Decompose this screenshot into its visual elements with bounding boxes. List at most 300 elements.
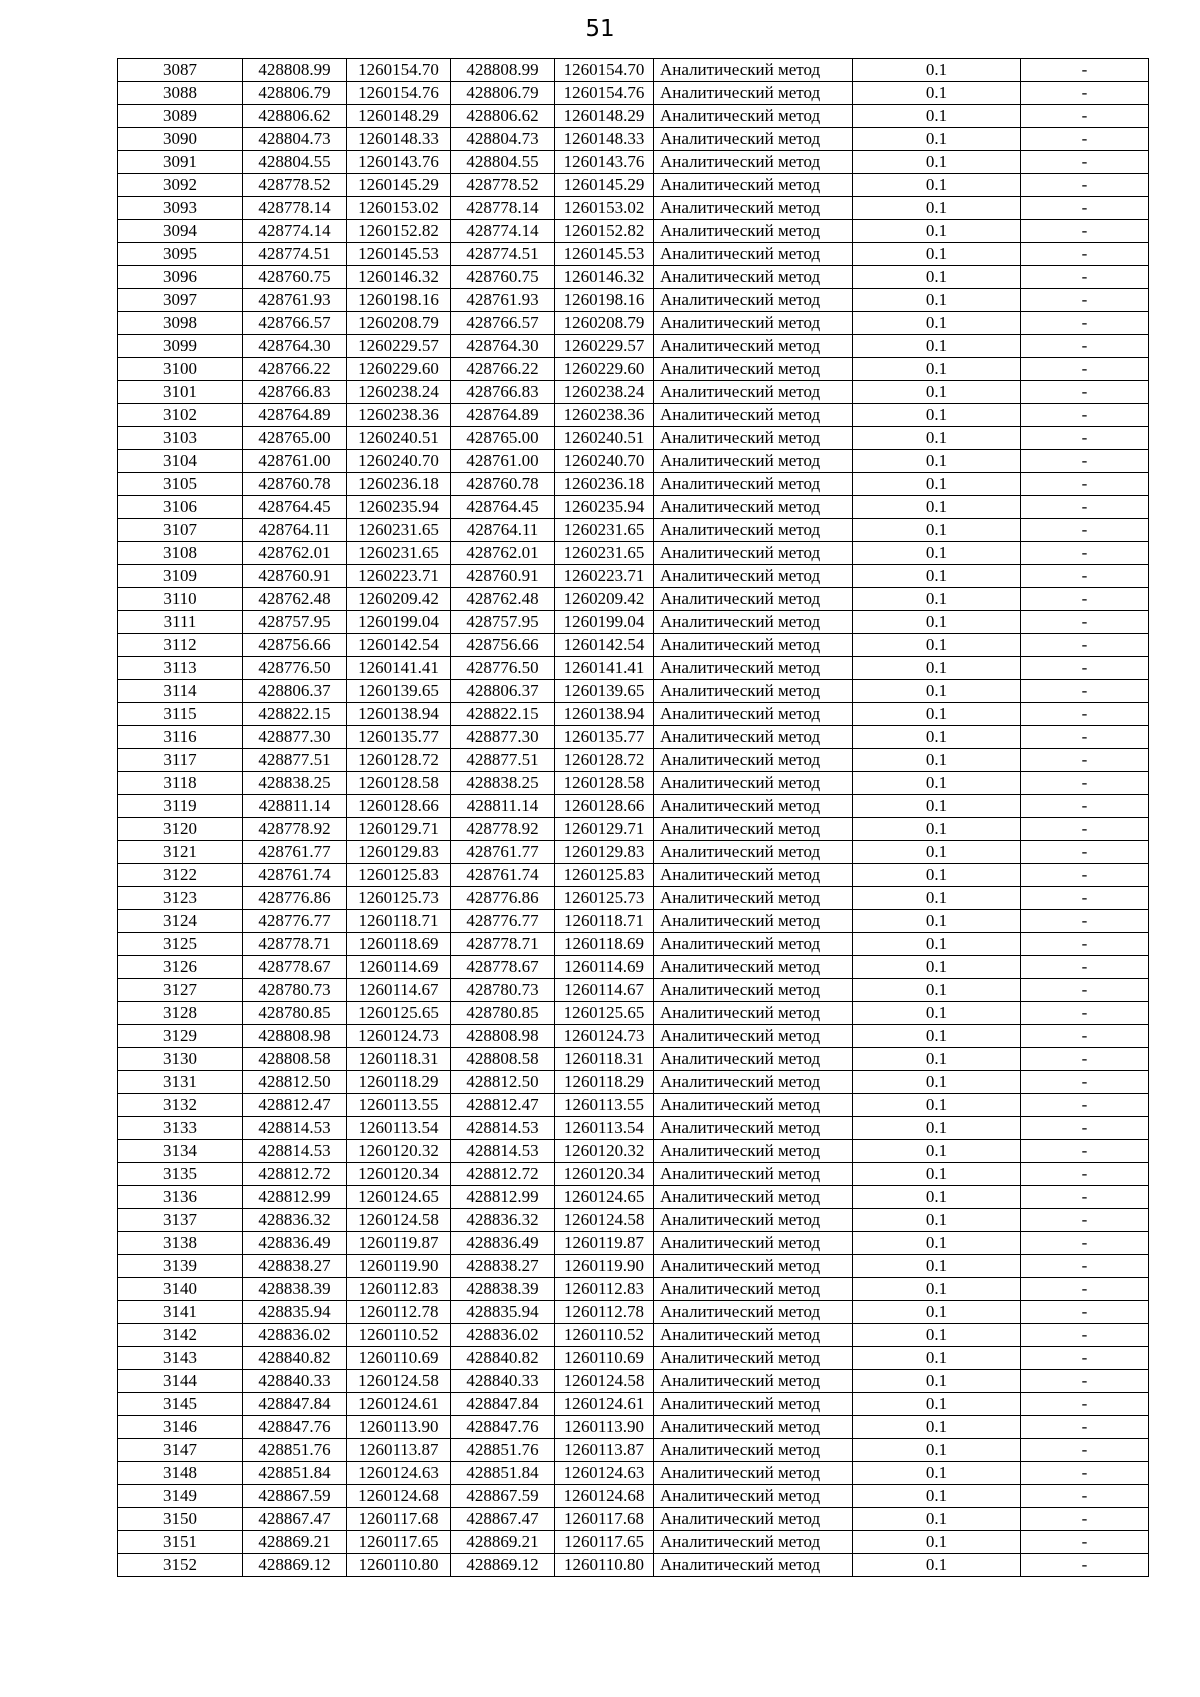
x-coordinate-repeat-cell: 428776.77 <box>451 910 555 933</box>
y-coordinate-cell: 1260139.65 <box>347 680 451 703</box>
table-row <box>118 312 1149 335</box>
method-cell: Аналитический метод <box>654 749 853 772</box>
x-coordinate-repeat-cell: 428764.30 <box>451 335 555 358</box>
accuracy-cell: 0.1 <box>853 611 1021 634</box>
method-cell: Аналитический метод <box>654 496 853 519</box>
x-coordinate-cell: 428814.53 <box>243 1117 347 1140</box>
dash-cell: - <box>1021 933 1149 956</box>
point-number-cell: 3123 <box>118 887 243 910</box>
point-number-cell: 3131 <box>118 1071 243 1094</box>
accuracy-cell: 0.1 <box>853 749 1021 772</box>
method-cell: Аналитический метод <box>654 59 853 82</box>
y-coordinate-cell: 1260223.71 <box>347 565 451 588</box>
table-row <box>118 1439 1149 1462</box>
table-row <box>118 565 1149 588</box>
method-cell: Аналитический метод <box>654 1140 853 1163</box>
y-coordinate-repeat-cell: 1260119.90 <box>555 1255 654 1278</box>
accuracy-cell: 0.1 <box>853 450 1021 473</box>
accuracy-cell: 0.1 <box>853 289 1021 312</box>
x-coordinate-repeat-cell: 428761.74 <box>451 864 555 887</box>
table-row <box>118 1370 1149 1393</box>
y-coordinate-repeat-cell: 1260110.80 <box>555 1554 654 1577</box>
accuracy-cell: 0.1 <box>853 496 1021 519</box>
point-number-cell: 3149 <box>118 1485 243 1508</box>
dash-cell: - <box>1021 496 1149 519</box>
method-cell: Аналитический метод <box>654 542 853 565</box>
point-number-cell: 3091 <box>118 151 243 174</box>
table-row <box>118 1278 1149 1301</box>
dash-cell: - <box>1021 1393 1149 1416</box>
y-coordinate-repeat-cell: 1260208.79 <box>555 312 654 335</box>
table-row <box>118 266 1149 289</box>
dash-cell: - <box>1021 128 1149 151</box>
table-row <box>118 59 1149 82</box>
x-coordinate-repeat-cell: 428761.00 <box>451 450 555 473</box>
method-cell: Аналитический метод <box>654 726 853 749</box>
accuracy-cell: 0.1 <box>853 841 1021 864</box>
accuracy-cell: 0.1 <box>853 887 1021 910</box>
dash-cell: - <box>1021 565 1149 588</box>
point-number-cell: 3130 <box>118 1048 243 1071</box>
x-coordinate-repeat-cell: 428776.50 <box>451 657 555 680</box>
table-row <box>118 358 1149 381</box>
method-cell: Аналитический метод <box>654 1209 853 1232</box>
dash-cell: - <box>1021 174 1149 197</box>
x-coordinate-cell: 428776.50 <box>243 657 347 680</box>
method-cell: Аналитический метод <box>654 1485 853 1508</box>
x-coordinate-cell: 428804.55 <box>243 151 347 174</box>
dash-cell: - <box>1021 726 1149 749</box>
method-cell: Аналитический метод <box>654 1531 853 1554</box>
point-number-cell: 3129 <box>118 1025 243 1048</box>
method-cell: Аналитический метод <box>654 1324 853 1347</box>
y-coordinate-repeat-cell: 1260125.83 <box>555 864 654 887</box>
table-row <box>118 703 1149 726</box>
x-coordinate-repeat-cell: 428780.85 <box>451 1002 555 1025</box>
table-row <box>118 1508 1149 1531</box>
method-cell: Аналитический метод <box>654 381 853 404</box>
y-coordinate-repeat-cell: 1260199.04 <box>555 611 654 634</box>
table-row <box>118 404 1149 427</box>
x-coordinate-cell: 428774.51 <box>243 243 347 266</box>
method-cell: Аналитический метод <box>654 910 853 933</box>
method-cell: Аналитический метод <box>654 795 853 818</box>
dash-cell: - <box>1021 634 1149 657</box>
method-cell: Аналитический метод <box>654 1370 853 1393</box>
x-coordinate-repeat-cell: 428851.84 <box>451 1462 555 1485</box>
y-coordinate-repeat-cell: 1260153.02 <box>555 197 654 220</box>
point-number-cell: 3141 <box>118 1301 243 1324</box>
dash-cell: - <box>1021 657 1149 680</box>
y-coordinate-cell: 1260117.68 <box>347 1508 451 1531</box>
point-number-cell: 3096 <box>118 266 243 289</box>
table-row <box>118 335 1149 358</box>
x-coordinate-cell: 428776.86 <box>243 887 347 910</box>
y-coordinate-repeat-cell: 1260238.24 <box>555 381 654 404</box>
x-coordinate-cell: 428869.12 <box>243 1554 347 1577</box>
dash-cell: - <box>1021 703 1149 726</box>
y-coordinate-repeat-cell: 1260209.42 <box>555 588 654 611</box>
y-coordinate-cell: 1260125.65 <box>347 1002 451 1025</box>
x-coordinate-repeat-cell: 428822.15 <box>451 703 555 726</box>
method-cell: Аналитический метод <box>654 105 853 128</box>
method-cell: Аналитический метод <box>654 657 853 680</box>
method-cell: Аналитический метод <box>654 289 853 312</box>
y-coordinate-repeat-cell: 1260125.65 <box>555 1002 654 1025</box>
method-cell: Аналитический метод <box>654 680 853 703</box>
dash-cell: - <box>1021 1140 1149 1163</box>
x-coordinate-cell: 428804.73 <box>243 128 347 151</box>
y-coordinate-cell: 1260113.90 <box>347 1416 451 1439</box>
x-coordinate-repeat-cell: 428840.82 <box>451 1347 555 1370</box>
accuracy-cell: 0.1 <box>853 703 1021 726</box>
x-coordinate-cell: 428840.33 <box>243 1370 347 1393</box>
dash-cell: - <box>1021 519 1149 542</box>
y-coordinate-cell: 1260138.94 <box>347 703 451 726</box>
x-coordinate-cell: 428851.84 <box>243 1462 347 1485</box>
dash-cell: - <box>1021 1439 1149 1462</box>
x-coordinate-cell: 428764.30 <box>243 335 347 358</box>
y-coordinate-repeat-cell: 1260113.55 <box>555 1094 654 1117</box>
point-number-cell: 3120 <box>118 818 243 841</box>
dash-cell: - <box>1021 1416 1149 1439</box>
point-number-cell: 3144 <box>118 1370 243 1393</box>
method-cell: Аналитический метод <box>654 864 853 887</box>
x-coordinate-cell: 428765.00 <box>243 427 347 450</box>
y-coordinate-cell: 1260238.36 <box>347 404 451 427</box>
x-coordinate-cell: 428766.22 <box>243 358 347 381</box>
x-coordinate-cell: 428812.50 <box>243 1071 347 1094</box>
method-cell: Аналитический метод <box>654 1002 853 1025</box>
y-coordinate-cell: 1260154.70 <box>347 59 451 82</box>
x-coordinate-repeat-cell: 428778.92 <box>451 818 555 841</box>
method-cell: Аналитический метод <box>654 243 853 266</box>
dash-cell: - <box>1021 1278 1149 1301</box>
method-cell: Аналитический метод <box>654 1416 853 1439</box>
y-coordinate-cell: 1260128.58 <box>347 772 451 795</box>
y-coordinate-cell: 1260146.32 <box>347 266 451 289</box>
x-coordinate-repeat-cell: 428757.95 <box>451 611 555 634</box>
dash-cell: - <box>1021 1324 1149 1347</box>
table-row <box>118 427 1149 450</box>
y-coordinate-repeat-cell: 1260117.65 <box>555 1531 654 1554</box>
table-row <box>118 1301 1149 1324</box>
y-coordinate-cell: 1260152.82 <box>347 220 451 243</box>
accuracy-cell: 0.1 <box>853 933 1021 956</box>
table-row <box>118 795 1149 818</box>
dash-cell: - <box>1021 105 1149 128</box>
point-number-cell: 3150 <box>118 1508 243 1531</box>
accuracy-cell: 0.1 <box>853 358 1021 381</box>
x-coordinate-repeat-cell: 428867.59 <box>451 1485 555 1508</box>
accuracy-cell: 0.1 <box>853 1508 1021 1531</box>
y-coordinate-repeat-cell: 1260114.67 <box>555 979 654 1002</box>
method-cell: Аналитический метод <box>654 128 853 151</box>
y-coordinate-cell: 1260112.83 <box>347 1278 451 1301</box>
point-number-cell: 3135 <box>118 1163 243 1186</box>
y-coordinate-repeat-cell: 1260129.83 <box>555 841 654 864</box>
point-number-cell: 3138 <box>118 1232 243 1255</box>
x-coordinate-cell: 428778.71 <box>243 933 347 956</box>
dash-cell: - <box>1021 243 1149 266</box>
point-number-cell: 3114 <box>118 680 243 703</box>
x-coordinate-cell: 428760.78 <box>243 473 347 496</box>
y-coordinate-cell: 1260124.58 <box>347 1209 451 1232</box>
x-coordinate-repeat-cell: 428764.45 <box>451 496 555 519</box>
point-number-cell: 3126 <box>118 956 243 979</box>
y-coordinate-cell: 1260118.69 <box>347 933 451 956</box>
x-coordinate-repeat-cell: 428808.99 <box>451 59 555 82</box>
dash-cell: - <box>1021 1347 1149 1370</box>
table-row <box>118 1324 1149 1347</box>
point-number-cell: 3147 <box>118 1439 243 1462</box>
y-coordinate-cell: 1260118.29 <box>347 1071 451 1094</box>
y-coordinate-cell: 1260143.76 <box>347 151 451 174</box>
y-coordinate-repeat-cell: 1260118.69 <box>555 933 654 956</box>
x-coordinate-repeat-cell: 428836.32 <box>451 1209 555 1232</box>
point-number-cell: 3112 <box>118 634 243 657</box>
y-coordinate-cell: 1260124.61 <box>347 1393 451 1416</box>
x-coordinate-repeat-cell: 428761.77 <box>451 841 555 864</box>
table-row <box>118 1140 1149 1163</box>
x-coordinate-repeat-cell: 428808.58 <box>451 1048 555 1071</box>
accuracy-cell: 0.1 <box>853 151 1021 174</box>
y-coordinate-cell: 1260120.34 <box>347 1163 451 1186</box>
x-coordinate-repeat-cell: 428869.12 <box>451 1554 555 1577</box>
table-row <box>118 726 1149 749</box>
point-number-cell: 3100 <box>118 358 243 381</box>
point-number-cell: 3132 <box>118 1094 243 1117</box>
method-cell: Аналитический метод <box>654 1094 853 1117</box>
x-coordinate-cell: 428851.76 <box>243 1439 347 1462</box>
y-coordinate-repeat-cell: 1260110.52 <box>555 1324 654 1347</box>
y-coordinate-repeat-cell: 1260240.70 <box>555 450 654 473</box>
table-row <box>118 1094 1149 1117</box>
x-coordinate-cell: 428838.25 <box>243 772 347 795</box>
table-row <box>118 1531 1149 1554</box>
dash-cell: - <box>1021 841 1149 864</box>
y-coordinate-repeat-cell: 1260142.54 <box>555 634 654 657</box>
accuracy-cell: 0.1 <box>853 657 1021 680</box>
x-coordinate-repeat-cell: 428762.48 <box>451 588 555 611</box>
y-coordinate-repeat-cell: 1260118.71 <box>555 910 654 933</box>
x-coordinate-cell: 428836.02 <box>243 1324 347 1347</box>
y-coordinate-cell: 1260114.69 <box>347 956 451 979</box>
x-coordinate-repeat-cell: 428835.94 <box>451 1301 555 1324</box>
x-coordinate-repeat-cell: 428804.55 <box>451 151 555 174</box>
y-coordinate-cell: 1260148.29 <box>347 105 451 128</box>
x-coordinate-repeat-cell: 428847.84 <box>451 1393 555 1416</box>
accuracy-cell: 0.1 <box>853 1255 1021 1278</box>
point-number-cell: 3124 <box>118 910 243 933</box>
table-row <box>118 174 1149 197</box>
table-row <box>118 1002 1149 1025</box>
point-number-cell: 3125 <box>118 933 243 956</box>
dash-cell: - <box>1021 749 1149 772</box>
accuracy-cell: 0.1 <box>853 197 1021 220</box>
y-coordinate-repeat-cell: 1260198.16 <box>555 289 654 312</box>
method-cell: Аналитический метод <box>654 266 853 289</box>
x-coordinate-repeat-cell: 428774.51 <box>451 243 555 266</box>
x-coordinate-repeat-cell: 428814.53 <box>451 1140 555 1163</box>
accuracy-cell: 0.1 <box>853 1347 1021 1370</box>
method-cell: Аналитический метод <box>654 1393 853 1416</box>
y-coordinate-cell: 1260117.65 <box>347 1531 451 1554</box>
dash-cell: - <box>1021 312 1149 335</box>
x-coordinate-repeat-cell: 428760.75 <box>451 266 555 289</box>
dash-cell: - <box>1021 427 1149 450</box>
y-coordinate-cell: 1260238.24 <box>347 381 451 404</box>
x-coordinate-cell: 428847.76 <box>243 1416 347 1439</box>
point-number-cell: 3106 <box>118 496 243 519</box>
y-coordinate-cell: 1260110.80 <box>347 1554 451 1577</box>
method-cell: Аналитический метод <box>654 818 853 841</box>
table-row <box>118 588 1149 611</box>
method-cell: Аналитический метод <box>654 1255 853 1278</box>
x-coordinate-cell: 428780.85 <box>243 1002 347 1025</box>
y-coordinate-repeat-cell: 1260135.77 <box>555 726 654 749</box>
method-cell: Аналитический метод <box>654 1347 853 1370</box>
point-number-cell: 3137 <box>118 1209 243 1232</box>
accuracy-cell: 0.1 <box>853 1071 1021 1094</box>
y-coordinate-repeat-cell: 1260223.71 <box>555 565 654 588</box>
table-row <box>118 1025 1149 1048</box>
x-coordinate-cell: 428778.67 <box>243 956 347 979</box>
x-coordinate-cell: 428867.47 <box>243 1508 347 1531</box>
dash-cell: - <box>1021 381 1149 404</box>
point-number-cell: 3134 <box>118 1140 243 1163</box>
x-coordinate-repeat-cell: 428776.86 <box>451 887 555 910</box>
x-coordinate-repeat-cell: 428812.72 <box>451 1163 555 1186</box>
x-coordinate-cell: 428812.72 <box>243 1163 347 1186</box>
y-coordinate-cell: 1260124.68 <box>347 1485 451 1508</box>
accuracy-cell: 0.1 <box>853 473 1021 496</box>
accuracy-cell: 0.1 <box>853 1462 1021 1485</box>
accuracy-cell: 0.1 <box>853 1278 1021 1301</box>
y-coordinate-repeat-cell: 1260154.76 <box>555 82 654 105</box>
y-coordinate-cell: 1260240.51 <box>347 427 451 450</box>
x-coordinate-repeat-cell: 428780.73 <box>451 979 555 1002</box>
method-cell: Аналитический метод <box>654 1071 853 1094</box>
point-number-cell: 3090 <box>118 128 243 151</box>
y-coordinate-repeat-cell: 1260124.68 <box>555 1485 654 1508</box>
y-coordinate-repeat-cell: 1260118.31 <box>555 1048 654 1071</box>
x-coordinate-cell: 428761.74 <box>243 864 347 887</box>
x-coordinate-cell: 428822.15 <box>243 703 347 726</box>
accuracy-cell: 0.1 <box>853 1393 1021 1416</box>
table-row <box>118 1232 1149 1255</box>
x-coordinate-repeat-cell: 428766.22 <box>451 358 555 381</box>
table-row <box>118 496 1149 519</box>
accuracy-cell: 0.1 <box>853 220 1021 243</box>
table-row <box>118 1347 1149 1370</box>
table-row <box>118 1071 1149 1094</box>
dash-cell: - <box>1021 1554 1149 1577</box>
point-number-cell: 3145 <box>118 1393 243 1416</box>
y-coordinate-cell: 1260129.83 <box>347 841 451 864</box>
dash-cell: - <box>1021 1462 1149 1485</box>
x-coordinate-repeat-cell: 428760.91 <box>451 565 555 588</box>
point-number-cell: 3121 <box>118 841 243 864</box>
y-coordinate-repeat-cell: 1260154.70 <box>555 59 654 82</box>
y-coordinate-cell: 1260231.65 <box>347 519 451 542</box>
x-coordinate-cell: 428762.48 <box>243 588 347 611</box>
accuracy-cell: 0.1 <box>853 772 1021 795</box>
y-coordinate-repeat-cell: 1260125.73 <box>555 887 654 910</box>
method-cell: Аналитический метод <box>654 473 853 496</box>
y-coordinate-cell: 1260118.31 <box>347 1048 451 1071</box>
point-number-cell: 3133 <box>118 1117 243 1140</box>
dash-cell: - <box>1021 588 1149 611</box>
accuracy-cell: 0.1 <box>853 1485 1021 1508</box>
y-coordinate-cell: 1260145.29 <box>347 174 451 197</box>
x-coordinate-repeat-cell: 428838.27 <box>451 1255 555 1278</box>
point-number-cell: 3095 <box>118 243 243 266</box>
point-number-cell: 3152 <box>118 1554 243 1577</box>
accuracy-cell: 0.1 <box>853 519 1021 542</box>
dash-cell: - <box>1021 266 1149 289</box>
y-coordinate-repeat-cell: 1260124.73 <box>555 1025 654 1048</box>
accuracy-cell: 0.1 <box>853 1140 1021 1163</box>
dash-cell: - <box>1021 1186 1149 1209</box>
point-number-cell: 3148 <box>118 1462 243 1485</box>
dash-cell: - <box>1021 1071 1149 1094</box>
accuracy-cell: 0.1 <box>853 312 1021 335</box>
method-cell: Аналитический метод <box>654 933 853 956</box>
accuracy-cell: 0.1 <box>853 381 1021 404</box>
y-coordinate-cell: 1260154.76 <box>347 82 451 105</box>
y-coordinate-cell: 1260113.55 <box>347 1094 451 1117</box>
x-coordinate-repeat-cell: 428764.89 <box>451 404 555 427</box>
x-coordinate-repeat-cell: 428774.14 <box>451 220 555 243</box>
table-row <box>118 841 1149 864</box>
dash-cell: - <box>1021 450 1149 473</box>
y-coordinate-repeat-cell: 1260113.54 <box>555 1117 654 1140</box>
dash-cell: - <box>1021 1232 1149 1255</box>
dash-cell: - <box>1021 82 1149 105</box>
y-coordinate-repeat-cell: 1260145.53 <box>555 243 654 266</box>
y-coordinate-repeat-cell: 1260114.69 <box>555 956 654 979</box>
y-coordinate-cell: 1260124.73 <box>347 1025 451 1048</box>
accuracy-cell: 0.1 <box>853 1163 1021 1186</box>
point-number-cell: 3115 <box>118 703 243 726</box>
method-cell: Аналитический метод <box>654 634 853 657</box>
method-cell: Аналитический метод <box>654 1025 853 1048</box>
x-coordinate-cell: 428812.99 <box>243 1186 347 1209</box>
x-coordinate-repeat-cell: 428836.49 <box>451 1232 555 1255</box>
y-coordinate-repeat-cell: 1260139.65 <box>555 680 654 703</box>
y-coordinate-repeat-cell: 1260138.94 <box>555 703 654 726</box>
accuracy-cell: 0.1 <box>853 59 1021 82</box>
table-row <box>118 910 1149 933</box>
method-cell: Аналитический метод <box>654 1117 853 1140</box>
y-coordinate-cell: 1260240.70 <box>347 450 451 473</box>
accuracy-cell: 0.1 <box>853 1439 1021 1462</box>
x-coordinate-repeat-cell: 428806.79 <box>451 82 555 105</box>
accuracy-cell: 0.1 <box>853 1186 1021 1209</box>
point-number-cell: 3099 <box>118 335 243 358</box>
x-coordinate-cell: 428814.53 <box>243 1140 347 1163</box>
method-cell: Аналитический метод <box>654 404 853 427</box>
table-row <box>118 1048 1149 1071</box>
table-row <box>118 611 1149 634</box>
x-coordinate-repeat-cell: 428778.14 <box>451 197 555 220</box>
x-coordinate-cell: 428761.00 <box>243 450 347 473</box>
x-coordinate-repeat-cell: 428808.98 <box>451 1025 555 1048</box>
table-row <box>118 82 1149 105</box>
dash-cell: - <box>1021 1255 1149 1278</box>
method-cell: Аналитический метод <box>654 956 853 979</box>
